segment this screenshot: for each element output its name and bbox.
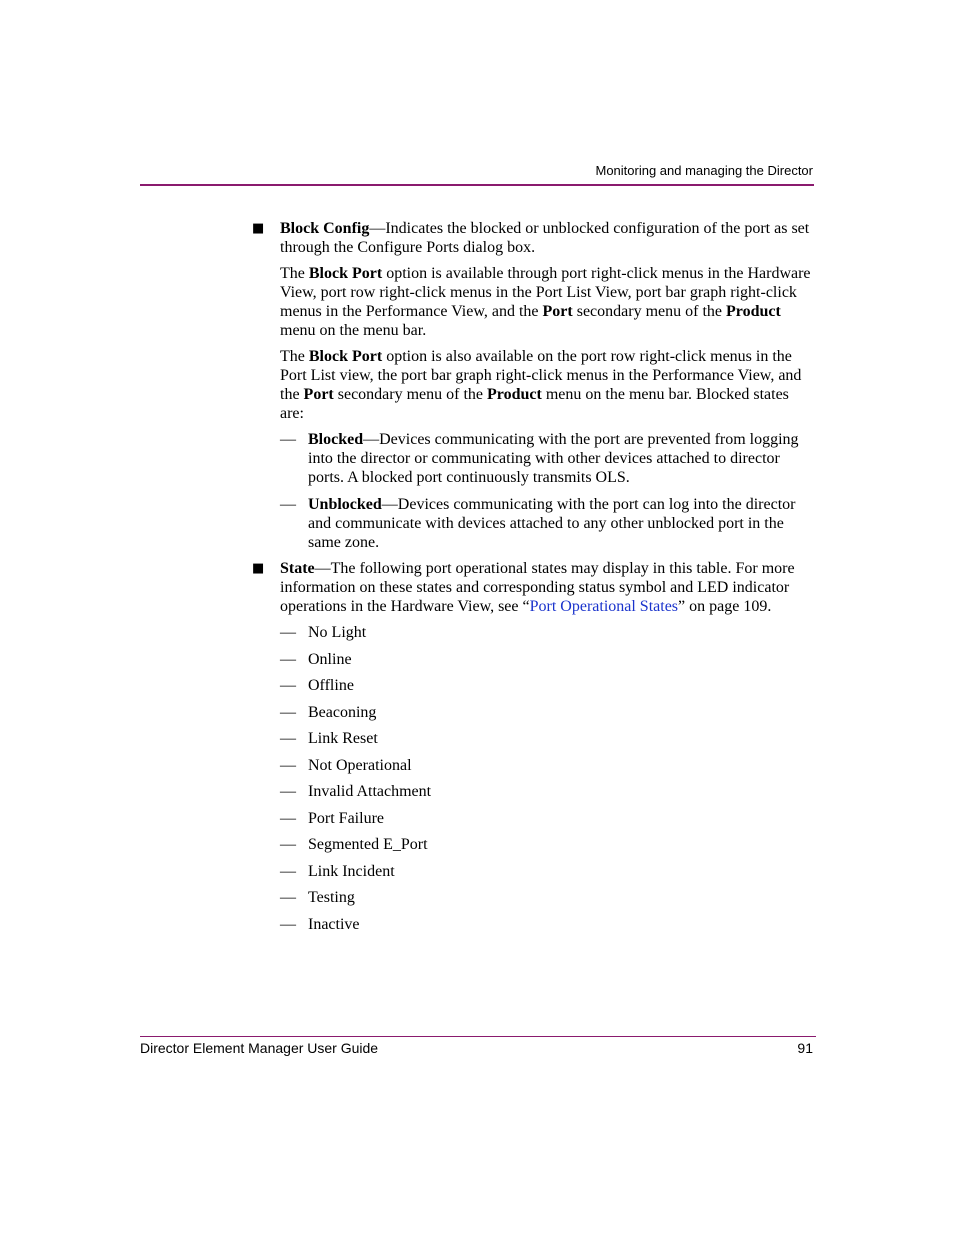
em-dash-marker: — bbox=[280, 624, 296, 641]
state-name: Beaconing bbox=[308, 703, 377, 721]
list-item bbox=[280, 835, 814, 854]
em-dash-marker: — bbox=[280, 756, 296, 774]
state-description: —The following port operational states may display in this table. For more information on these states and corresponding status symbol and LED indicator operations in the Hardware View, see “ bbox=[280, 560, 795, 615]
text-run: The bbox=[280, 348, 309, 365]
text-run: option is also available on the port row right-click menus in the Port List view, the port bar graph right-click menus in the Performance View, and the bbox=[280, 348, 802, 403]
text-run: menu on the menu bar. Blocked states are: bbox=[280, 386, 789, 422]
term-block-config: Block Config bbox=[280, 220, 370, 237]
page-content bbox=[252, 219, 814, 941]
list-item-unblocked bbox=[280, 495, 814, 552]
state-name: Testing bbox=[308, 889, 355, 906]
operational-states-list bbox=[280, 623, 814, 934]
em-dash-marker: — bbox=[280, 809, 296, 827]
link-port-operational-states[interactable]: Port Operational States bbox=[529, 598, 679, 615]
state-name: Offline bbox=[308, 677, 354, 694]
list-item bbox=[280, 809, 814, 828]
em-dash-marker: — bbox=[280, 677, 296, 694]
bold-port: Port bbox=[303, 386, 334, 403]
footer-page-number: 91 bbox=[797, 1040, 813, 1056]
list-item bbox=[280, 650, 814, 669]
term-blocked: Blocked bbox=[308, 431, 364, 448]
bullet-item-state bbox=[252, 559, 814, 616]
em-dash-marker: — bbox=[280, 431, 296, 448]
header-rule bbox=[140, 184, 814, 186]
state-name: Not Operational bbox=[308, 756, 412, 774]
list-item bbox=[280, 888, 814, 907]
block-config-description: —Indicates the blocked or unblocked configuration of the port as set through the Configure Ports dialog box. bbox=[280, 220, 810, 256]
em-dash-marker: — bbox=[280, 862, 296, 880]
state-name: Port Failure bbox=[308, 809, 384, 827]
text-run: secondary menu of the bbox=[333, 386, 488, 403]
text-run: option is available through port right-click menus in the Hardware View, port row right-click menus in the Port List View, port bar graph right-click menus in the Performance View, and the bbox=[280, 265, 811, 320]
state-name: No Light bbox=[308, 624, 367, 641]
state-name: Link Incident bbox=[308, 862, 395, 880]
footer-guide-title: Director Element Manager User Guide bbox=[140, 1040, 379, 1056]
list-item bbox=[280, 915, 814, 934]
em-dash-marker: — bbox=[280, 730, 296, 747]
list-item bbox=[280, 862, 814, 881]
text-run: The bbox=[280, 265, 309, 282]
bold-block-port: Block Port bbox=[308, 348, 383, 365]
unblocked-description: —Devices communicating with the port can log into the director and communicate with devices attached to any other unblocked port in the same zone. bbox=[308, 495, 796, 551]
state-name: Online bbox=[308, 650, 352, 668]
block-port-paragraph-2 bbox=[280, 347, 814, 423]
list-item bbox=[280, 703, 814, 722]
state-name: Link Reset bbox=[308, 730, 378, 747]
em-dash-marker: — bbox=[280, 495, 296, 513]
em-dash-marker: — bbox=[280, 783, 296, 800]
block-port-paragraph-1 bbox=[280, 264, 814, 340]
bold-product: Product bbox=[487, 386, 542, 403]
list-item bbox=[280, 756, 814, 775]
term-unblocked: Unblocked bbox=[308, 495, 382, 513]
blocked-description: —Devices communicating with the port are prevented from logging into the director or communicating with other devices attached to director ports. A blocked port continuously transmits OLS. bbox=[308, 431, 799, 486]
footer-rule bbox=[140, 1036, 816, 1037]
state-name: Invalid Attachment bbox=[308, 783, 432, 800]
list-item bbox=[280, 729, 814, 748]
state-name: Segmented E_Port bbox=[308, 836, 428, 853]
state-name: Inactive bbox=[308, 915, 360, 933]
bold-port: Port bbox=[542, 303, 573, 320]
blocked-states-list bbox=[280, 430, 814, 552]
list-item bbox=[280, 623, 814, 642]
bold-block-port: Block Port bbox=[308, 265, 383, 282]
em-dash-marker: — bbox=[280, 915, 296, 933]
em-dash-marker: — bbox=[280, 836, 296, 853]
square-bullet-icon: ■ bbox=[252, 221, 265, 236]
list-item-blocked bbox=[280, 430, 814, 487]
term-state: State bbox=[280, 560, 315, 577]
text-run: menu on the menu bar. bbox=[280, 322, 427, 339]
text-run: secondary menu of the bbox=[572, 303, 726, 320]
list-item bbox=[280, 782, 814, 801]
running-header: Monitoring and managing the Director bbox=[595, 163, 813, 178]
em-dash-marker: — bbox=[280, 650, 296, 668]
square-bullet-icon: ■ bbox=[252, 561, 265, 576]
state-description-end: ” on page 109. bbox=[678, 598, 772, 615]
em-dash-marker: — bbox=[280, 703, 296, 721]
em-dash-marker: — bbox=[280, 889, 296, 906]
bullet-item-block-config bbox=[252, 219, 814, 257]
bold-product: Product bbox=[726, 303, 781, 320]
list-item bbox=[280, 676, 814, 695]
